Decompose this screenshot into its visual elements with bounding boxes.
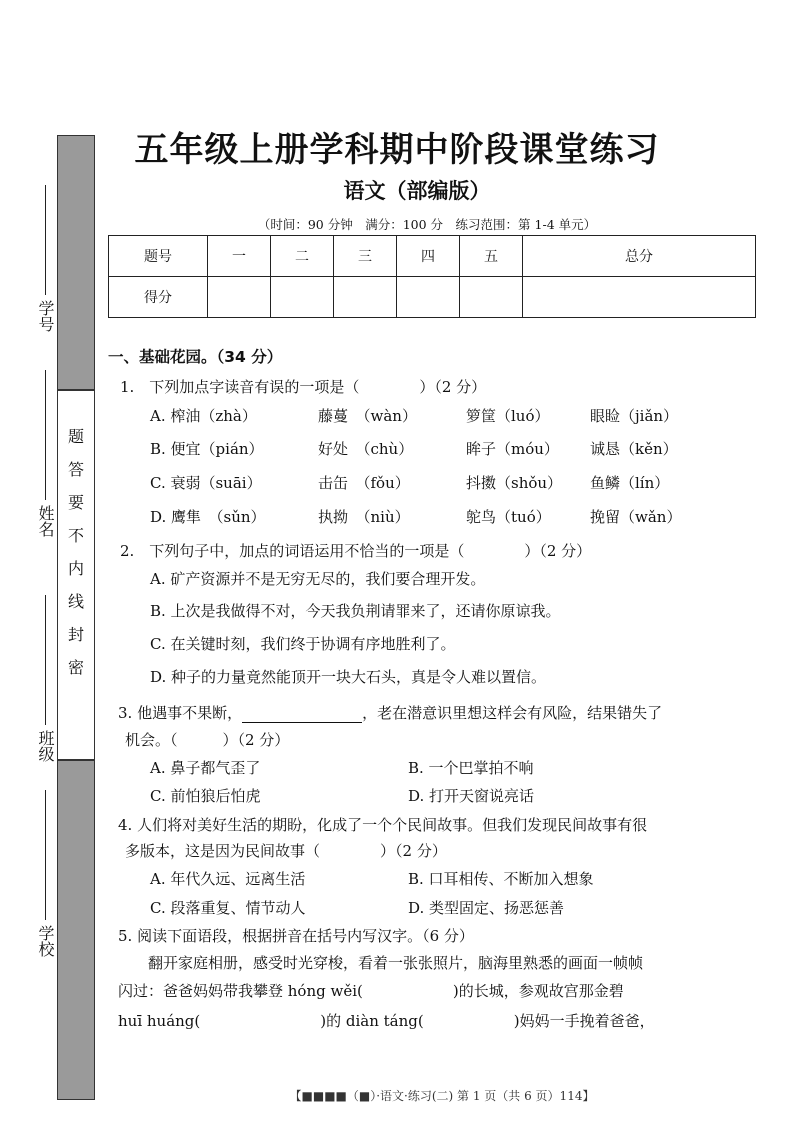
- q1-option: 抖擞（shǒu）: [466, 474, 563, 492]
- q1-option: 执拗 （niù）: [318, 508, 410, 526]
- q3-stem-part: 3. 他遇事不果断，: [118, 704, 243, 722]
- q2-option: C. 在关键时刻，我们终于协调有序地胜利了。: [150, 635, 456, 653]
- strip-char: 线: [68, 592, 85, 611]
- q3-option: D. 打开天窗说亮话: [408, 787, 535, 805]
- strip-char: 密: [68, 658, 85, 677]
- score-input-cell[interactable]: [460, 277, 523, 318]
- score-input-cell[interactable]: [397, 277, 460, 318]
- score-table-score-row: [109, 277, 756, 318]
- school-line: [45, 790, 46, 920]
- page-title: 五年级上册学科期中阶段课堂练习: [134, 130, 660, 170]
- strip-char: 封: [68, 625, 85, 644]
- school-label: 学校: [36, 925, 55, 957]
- q4-stem-continued: 多版本，这是因为民间故事（ ）（2 分）: [125, 842, 447, 860]
- table-cell: 得分: [109, 277, 208, 318]
- q2-option: A. 矿产资源并不是无穷无尽的，我们要合理开发。: [150, 570, 486, 588]
- question-4-stem: 4. 人们将对美好生活的期盼，化成了一个个民间故事。但我们发现民间故事有很: [118, 816, 648, 834]
- q1-option: 击缶 （fǒu）: [318, 474, 410, 492]
- q1-option: 藤蔓 （wàn）: [318, 407, 417, 425]
- score-table: [108, 235, 756, 318]
- margin-strip-bottom: [57, 760, 95, 1100]
- score-input-cell[interactable]: [334, 277, 397, 318]
- name-label: 姓名: [36, 505, 55, 537]
- class-label: 班级: [36, 730, 55, 762]
- section-heading: 一、基础花园。（34 分）: [108, 348, 283, 366]
- score-input-cell[interactable]: [271, 277, 334, 318]
- q1-option: D. 鹰隼 （sǔn）: [150, 508, 266, 526]
- table-cell: 三: [334, 236, 397, 277]
- question-1-stem: 1. 下列加点字读音有误的一项是（ ）（2 分）: [120, 378, 487, 396]
- q1-option: 眼睑（jiǎn）: [590, 407, 679, 425]
- q1-option: 好处 （chù）: [318, 440, 414, 458]
- q1-option: 鱼鳞（lín）: [590, 474, 670, 492]
- class-line: [45, 595, 46, 725]
- strip-char: 答: [68, 460, 85, 479]
- table-cell: 五: [460, 236, 523, 277]
- q3-option: A. 鼻子都气歪了: [150, 759, 261, 777]
- q2-option: B. 上次是我做得不对，今天我负荆请罪来了，还请你原谅我。: [150, 602, 561, 620]
- table-cell: 二: [271, 236, 334, 277]
- q1-option: 鸵鸟（tuó）: [466, 508, 551, 526]
- q1-option: A. 榨油（zhà）: [150, 407, 257, 425]
- page-subtitle: 语文（部编版）: [343, 179, 491, 203]
- strip-char: 不: [68, 526, 85, 545]
- margin-strip-top: [57, 135, 95, 390]
- q3-stem-continued: 机会。（ ）（2 分）: [125, 731, 290, 749]
- q4-option: D. 类型固定、扬恶惩善: [408, 899, 565, 917]
- q1-option: 诚恳（kěn）: [590, 440, 678, 458]
- table-cell: 四: [397, 236, 460, 277]
- student-id-line: [45, 185, 46, 295]
- q5-passage-line: 闪过：爸爸妈妈带我攀登 hóng wěi( )的长城，参观故宫那金碧: [118, 982, 624, 1000]
- table-cell: 总分: [523, 236, 756, 277]
- q1-option: B. 便宜（pián）: [150, 440, 264, 458]
- strip-char: 内: [68, 559, 85, 578]
- q3-stem-part: ，老在潜意识里想这样会有风险，结果错失了: [362, 704, 663, 722]
- table-cell: 题号: [109, 236, 208, 277]
- strip-char: 题: [68, 427, 85, 446]
- exam-info: （时间：90 分钟 满分：100 分 练习范围：第 1-4 单元）: [257, 217, 597, 232]
- q2-option: D. 种子的力量竟然能顶开一块大石头，真是令人难以置信。: [150, 668, 547, 686]
- q5-passage-line: 翻开家庭相册，感受时光穿梭，看着一张张照片，脑海里熟悉的画面一帧帧: [118, 954, 644, 972]
- q3-answer-blank[interactable]: [242, 706, 362, 723]
- table-cell: 一: [208, 236, 271, 277]
- strip-char: 要: [68, 493, 85, 512]
- q4-option: A. 年代久远、远离生活: [150, 870, 306, 888]
- margin-strip-text: [57, 395, 95, 755]
- q3-option: C. 前怕狼后怕虎: [150, 787, 261, 805]
- question-3-stem: [118, 702, 662, 723]
- q4-option: B. 口耳相传、不断加入想象: [408, 870, 594, 888]
- q1-option: 箩筐（luó）: [466, 407, 550, 425]
- page-footer: 【■■■■（■）·语文·练习(二) 第 1 页（共 6 页）114】: [289, 1089, 595, 1103]
- student-id-label: 学号: [36, 300, 55, 332]
- q1-option: C. 衰弱（suāi）: [150, 474, 262, 492]
- score-table-header-row: [109, 236, 756, 277]
- q5-passage-line: huī huáng( )的 diàn táng( )妈妈一手挽着爸爸，: [118, 1012, 655, 1030]
- q3-option: B. 一个巴掌拍不响: [408, 759, 534, 777]
- q4-option: C. 段落重复、情节动人: [150, 899, 306, 917]
- q1-option: 眸子（móu）: [466, 440, 559, 458]
- question-5-stem: 5. 阅读下面语段，根据拼音在括号内写汉字。（6 分）: [118, 927, 474, 945]
- score-input-cell[interactable]: [208, 277, 271, 318]
- question-2-stem: 2. 下列句子中，加点的词语运用不恰当的一项是（ ）（2 分）: [120, 542, 592, 560]
- score-input-cell[interactable]: [523, 277, 756, 318]
- name-line: [45, 370, 46, 500]
- q1-option: 挽留（wǎn）: [590, 508, 682, 526]
